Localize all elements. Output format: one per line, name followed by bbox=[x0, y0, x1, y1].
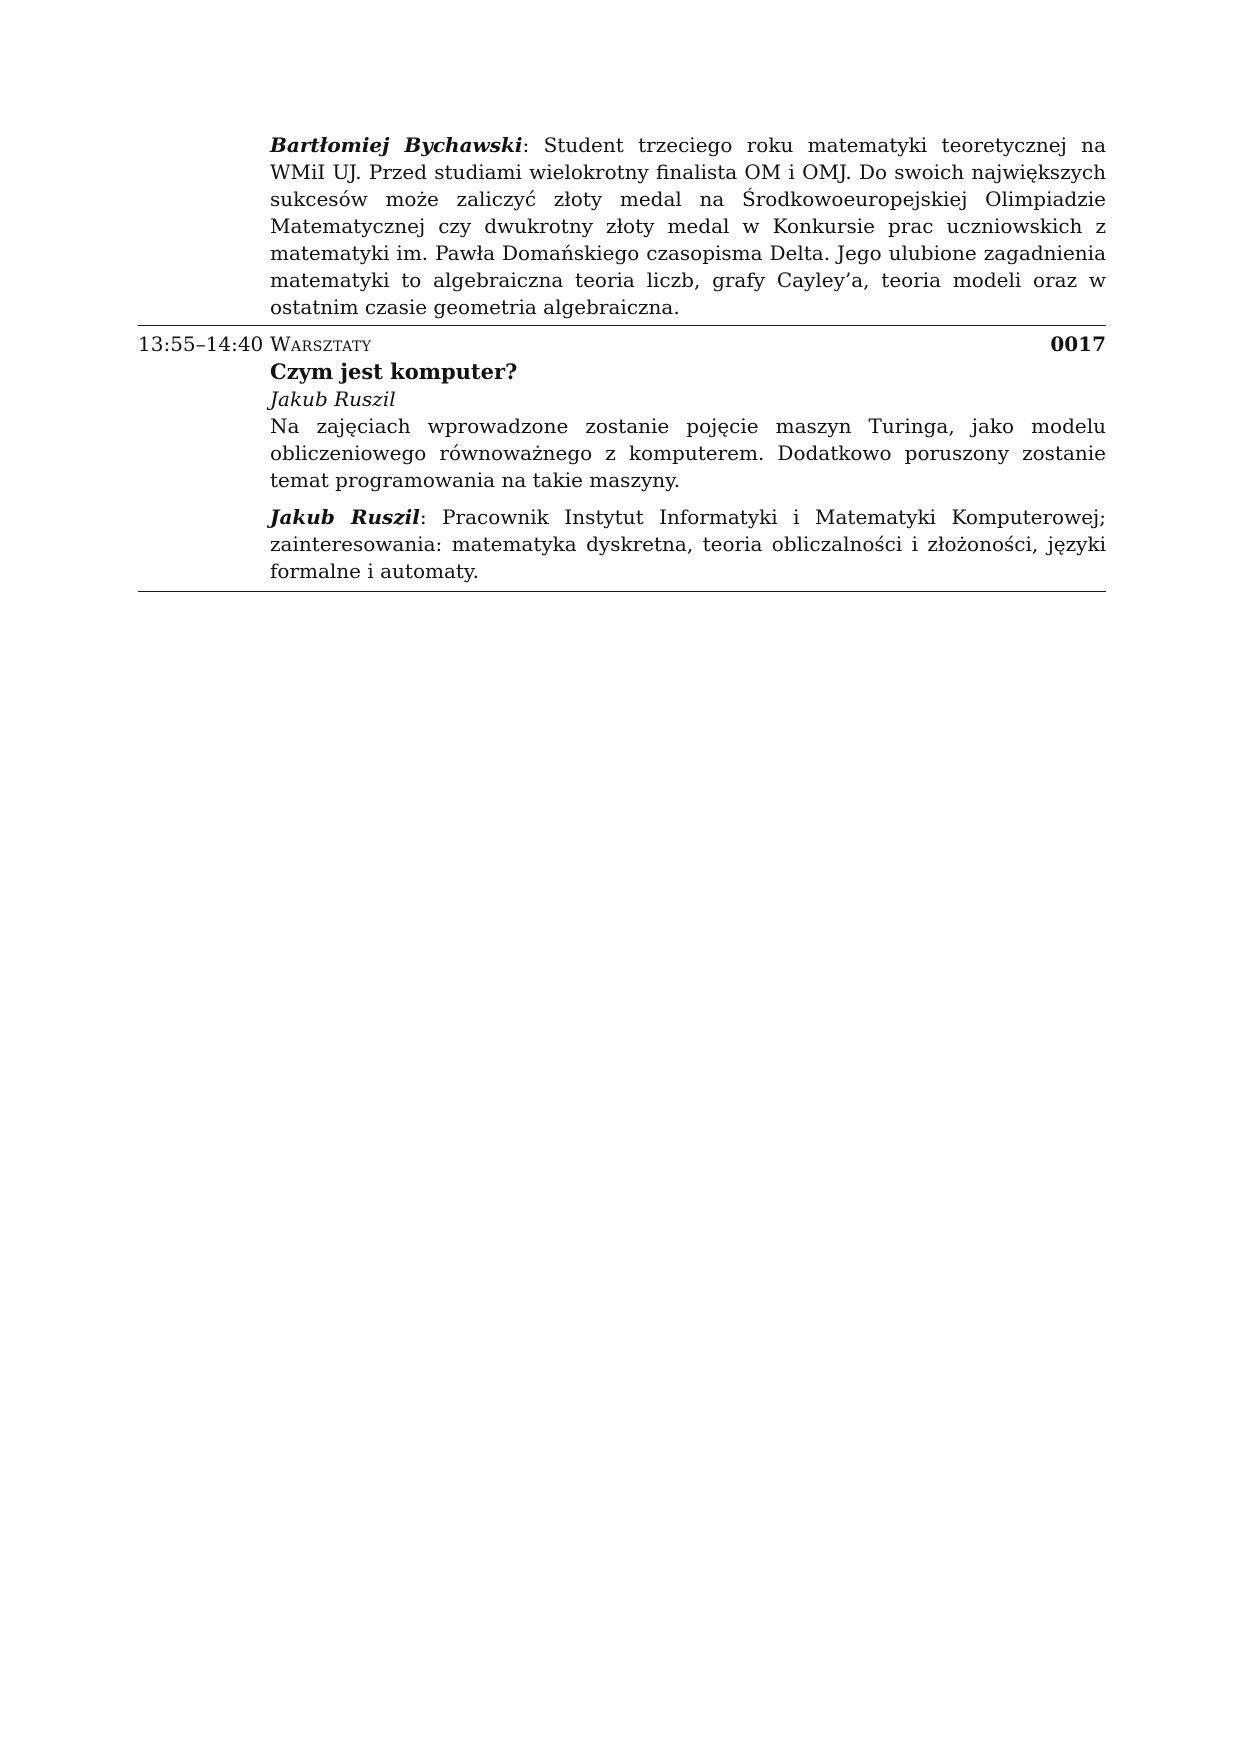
speaker-bio bbox=[270, 504, 1106, 585]
event-speaker: Jakub Ruszil bbox=[270, 387, 396, 411]
bio-speaker-name: Jakub Ruszil bbox=[270, 505, 420, 529]
event-body bbox=[270, 331, 1106, 585]
event-room: 0017 bbox=[1050, 332, 1106, 356]
bio-description: : Pracownik Instytut Informatyki i Matematyki Komputerowej; zainteresowania: matematyka dyskretna, teoria obliczalności i złożoności, języki formalne i automaty. bbox=[270, 505, 1106, 583]
event-header bbox=[270, 331, 1106, 358]
event-category: Warsztaty bbox=[270, 332, 372, 356]
previous-entry bbox=[138, 132, 1106, 321]
schedule-page bbox=[138, 132, 1106, 592]
divider bbox=[138, 591, 1106, 592]
event-title: Czym jest komputer? bbox=[270, 359, 518, 384]
event-abstract: Na zajęciach wprowadzone zostanie pojęcie maszyn Turinga, jako modelu obliczeniowego równoważnego z komputerem. Dodatkowo poruszony zostanie temat programowania na takie maszyny. bbox=[270, 414, 1106, 492]
previous-entry-body bbox=[270, 132, 1106, 321]
bio-speaker-name: Bartłomiej Bychawski bbox=[270, 133, 523, 157]
event-time: 13:55–14:40 bbox=[138, 332, 264, 356]
speaker-bio bbox=[270, 132, 1106, 321]
bio-description: : Student trzeciego roku matematyki teoretycznej na WMiI UJ. Przed studiami wielokrotny finalista OM i OMJ. Do swoich największych sukcesów może zaliczyć złoty medal na Środkowoeuropejskiej Olimpiadzie Matematycznej czy dwukrotny złoty medal w Konkursie prac uczniowskich z matematyki im. Pawła Domańskiego czasopisma Delta. Jego ulubione zagadnienia matematyki to algebraiczna teoria liczb, grafy Cayley’a, teoria modeli oraz w ostatnim czasie geometria algebraiczna. bbox=[270, 133, 1106, 319]
event-entry bbox=[138, 326, 1106, 585]
